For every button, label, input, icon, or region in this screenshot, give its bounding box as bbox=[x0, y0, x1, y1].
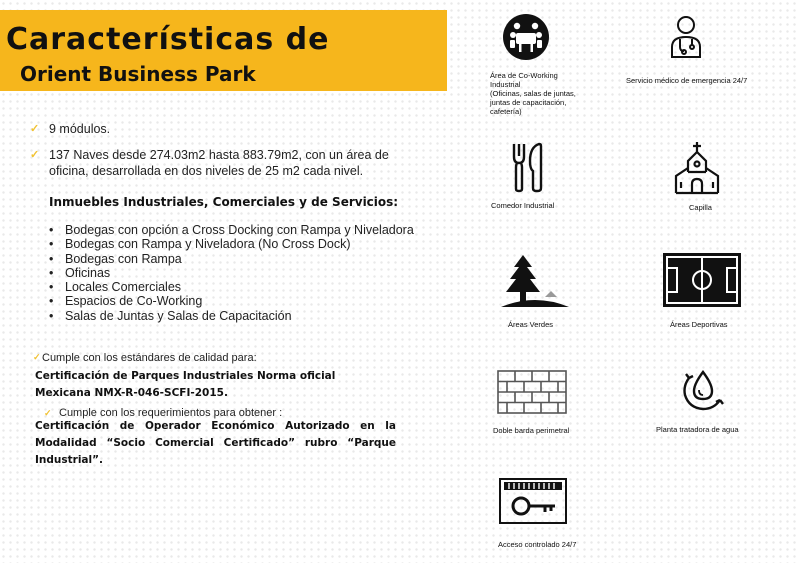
list-item: • Bodegas con opción a Cross Docking con Rampa y Niveladora bbox=[49, 223, 414, 237]
fork-knife-icon bbox=[510, 141, 546, 198]
properties-heading: Inmuebles Industriales, Comerciales y de Servicios: bbox=[49, 195, 399, 209]
quality-line2: Mexicana NMX-R-046-SCFI-2015. bbox=[35, 387, 228, 399]
page-title: Características de bbox=[6, 22, 330, 57]
check-icon: ✓ bbox=[30, 149, 40, 161]
requirements-text: Certificación de Operador Económico Autorizado en la Modalidad “Socio Comercial Certificado” rubro “Parque Industrial”. bbox=[35, 420, 396, 466]
dining-label: Comedor Industrial bbox=[491, 201, 555, 210]
coworking-label: Área de Co-Working Industrial (Oficinas, salas de juntas, juntas de capacitación, cafetería) bbox=[490, 71, 576, 116]
wall-label: Doble barda perimetral bbox=[493, 426, 570, 435]
check-icon: ✓ bbox=[33, 352, 41, 362]
tree-icon bbox=[501, 253, 569, 314]
quality-line1: Certificación de Parques Industriales Norma oficial bbox=[35, 370, 336, 382]
church-icon bbox=[673, 141, 721, 200]
water-drop-icon bbox=[680, 364, 726, 417]
green-areas-label: Áreas Verdes bbox=[508, 320, 554, 329]
list-item: • Bodegas con Rampa bbox=[49, 252, 414, 266]
highlight-naves-line2: oficina, desarrollada en dos niveles de 25 m2 cada nivel. bbox=[49, 164, 364, 178]
brick-wall-icon bbox=[497, 370, 567, 419]
highlight-modules: 9 módulos. bbox=[49, 122, 111, 136]
page-subtitle: Orient Business Park bbox=[20, 62, 256, 86]
quality-intro: Cumple con los estándares de calidad para: bbox=[42, 352, 257, 364]
title-banner bbox=[0, 10, 447, 91]
requirements-intro: Cumple con los requerimientos para obtener : bbox=[59, 407, 283, 419]
list-item: • Locales Comerciales bbox=[49, 280, 414, 294]
highlight-naves-line1: 137 Naves desde 274.03m2 hasta 883.79m2, con un área de bbox=[49, 148, 389, 162]
properties-list bbox=[49, 223, 414, 323]
list-item: • Espacios de Co-Working bbox=[49, 294, 414, 308]
access-key-icon bbox=[499, 478, 567, 529]
list-item: • Oficinas bbox=[49, 266, 414, 280]
medical-label: Servicio médico de emergencia 24/7 bbox=[626, 76, 748, 85]
list-item: • Salas de Juntas y Salas de Capacitación bbox=[49, 309, 414, 323]
sports-field-icon bbox=[663, 253, 741, 312]
water-label: Planta tratadora de agua bbox=[656, 425, 739, 434]
coworking-icon bbox=[502, 13, 550, 66]
chapel-label: Capilla bbox=[689, 203, 712, 212]
sports-label: Áreas Deportivas bbox=[670, 320, 728, 329]
list-item: • Bodegas con Rampa y Niveladora (No Cross Dock) bbox=[49, 237, 414, 251]
doctor-icon bbox=[666, 13, 706, 66]
access-label: Acceso controlado 24/7 bbox=[498, 540, 577, 549]
check-icon: ✓ bbox=[44, 408, 52, 418]
check-icon: ✓ bbox=[30, 123, 40, 135]
